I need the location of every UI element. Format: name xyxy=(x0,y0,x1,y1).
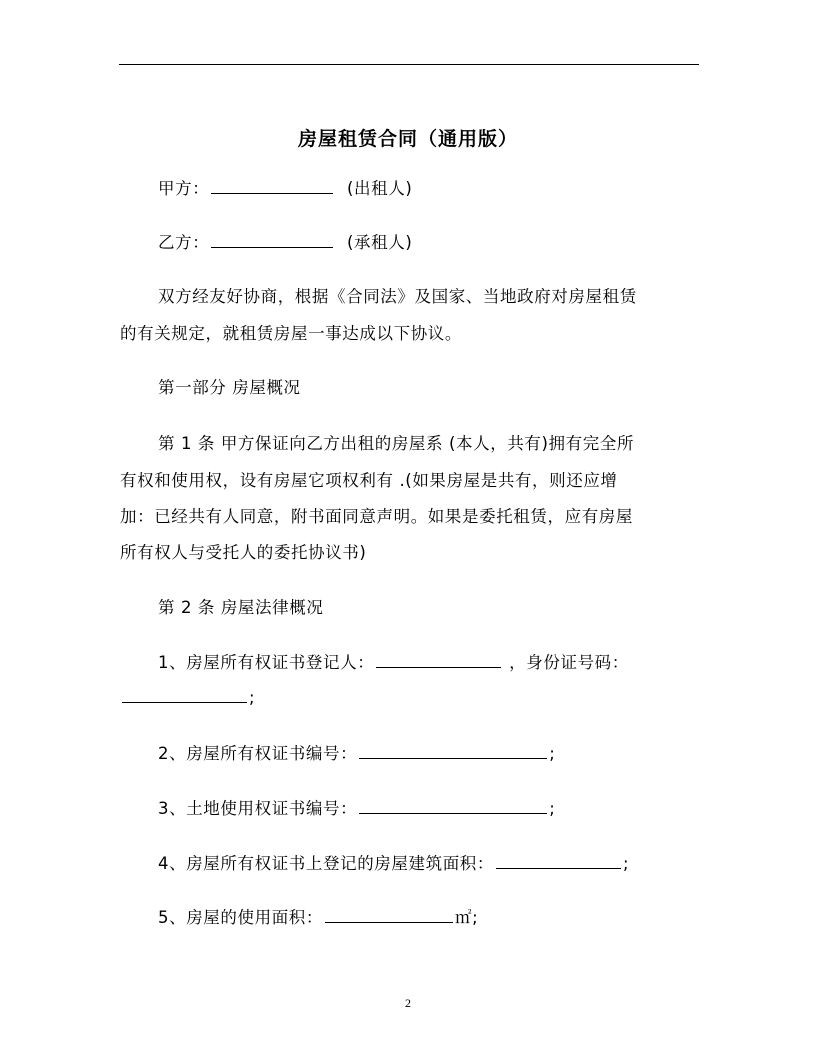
item4-blank xyxy=(496,852,621,869)
party-b-label: 乙方： xyxy=(158,233,210,252)
party-a-label: 甲方： xyxy=(158,179,210,198)
item5-blank xyxy=(325,906,453,923)
item1-id-blank xyxy=(122,686,247,703)
page-number: 2 xyxy=(405,996,411,1010)
item1-id-label: ，身份证号码： xyxy=(509,653,629,672)
party-a-blank xyxy=(211,177,333,194)
item5-end: ㎡; xyxy=(455,908,479,927)
article1-line-4: 所有权人与受托人的委托协议书) xyxy=(120,543,367,562)
item1-owner-blank xyxy=(376,651,501,668)
party-a-line xyxy=(158,175,412,199)
item2-line xyxy=(158,740,555,764)
item3-line xyxy=(158,795,555,819)
item3-blank xyxy=(359,797,547,814)
article1-line-2: 有权和使用权，设有房屋它项权利有 .(如果房屋是共有，则还应增 xyxy=(120,471,618,490)
item3-label: 3、土地使用权证书编号： xyxy=(158,799,358,818)
intro-line-1: 双方经友好协商，根据《合同法》及国家、当地政府对房屋租赁 xyxy=(158,287,637,306)
item5-line xyxy=(158,904,478,928)
item4-label: 4、房屋所有权证书上登记的房屋建筑面积： xyxy=(158,854,494,873)
item1-end: ; xyxy=(249,688,256,707)
section1-title: 第一部分 房屋概况 xyxy=(158,378,301,397)
article2-title: 第 2 条 房屋法律概况 xyxy=(158,598,324,617)
item2-end: ; xyxy=(549,744,556,763)
party-b-role: (承租人) xyxy=(347,233,413,252)
document-title: 房屋租赁合同（通用版） xyxy=(297,128,518,150)
party-b-line xyxy=(158,229,412,253)
item1-line xyxy=(158,649,629,673)
intro-line-2: 的有关规定，就租赁房屋一事达成以下协议。 xyxy=(120,324,462,343)
item2-label: 2、房屋所有权证书编号： xyxy=(158,744,358,763)
item1-id-line xyxy=(120,686,255,707)
item4-line xyxy=(158,850,629,874)
article1-line-1: 第 1 条 甲方保证向乙方出租的房屋系 (本人，共有)拥有完全所 xyxy=(158,434,635,453)
article1-line-3: 加：已经共有人同意，附书面同意声明。如果是委托租赁，应有房屋 xyxy=(120,507,633,526)
header-rule xyxy=(119,64,699,65)
party-b-blank xyxy=(211,231,333,248)
party-a-role: (出租人) xyxy=(347,179,413,198)
item2-blank xyxy=(359,742,547,759)
item5-label: 5、房屋的使用面积： xyxy=(158,908,323,927)
item3-end: ; xyxy=(549,799,556,818)
item4-end: ; xyxy=(623,854,630,873)
item1-label: 1、房屋所有权证书登记人： xyxy=(158,653,375,672)
